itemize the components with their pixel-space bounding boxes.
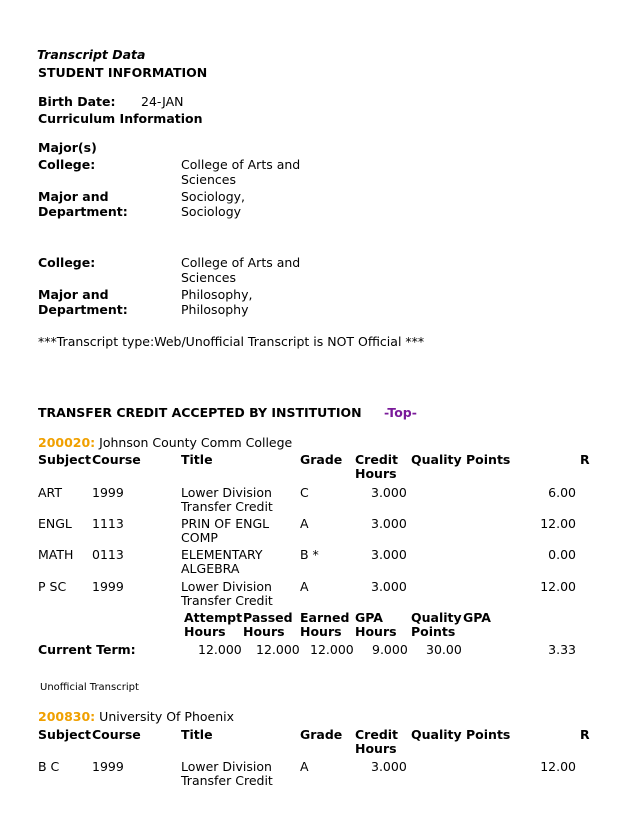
major-value: Sociology <box>181 204 242 219</box>
row-course: 1999 <box>92 579 124 594</box>
col-course: Course <box>92 452 141 467</box>
row-hours: 3.000 <box>371 516 407 531</box>
row-course: 1999 <box>92 759 124 774</box>
row-title: Lower Division <box>181 579 272 594</box>
major-value: Philosophy, <box>181 287 253 302</box>
row-hours: 3.000 <box>371 579 407 594</box>
term-header <box>38 709 234 724</box>
row-title: Lower Division <box>181 759 272 774</box>
student-info-heading: STUDENT INFORMATION <box>38 65 208 80</box>
totals-passed: Hours <box>243 624 285 639</box>
row-title: PRIN OF ENGL <box>181 516 270 531</box>
col-r: R <box>580 727 590 742</box>
col-title: Title <box>181 452 213 467</box>
col-title: Title <box>181 727 213 742</box>
current-term-label: Current Term: <box>38 642 136 657</box>
term-school: Johnson County Comm College <box>99 435 293 450</box>
curriculum-heading: Curriculum Information <box>38 111 203 126</box>
current-gpa-hours: 9.000 <box>372 642 408 657</box>
totals-gpa-hours: GPA <box>355 610 383 625</box>
col-quality: Quality Points <box>411 727 511 742</box>
top-link[interactable]: -Top- <box>384 405 417 420</box>
current-attempt: 12.000 <box>198 642 242 657</box>
unofficial-note: Unofficial Transcript <box>40 682 139 693</box>
row-points: 12.00 <box>540 579 576 594</box>
row-grade: A <box>300 759 309 774</box>
transcript-type: ***Transcript type:Web/Unofficial Transcript is NOT Official *** <box>38 334 425 349</box>
totals-passed: Passed <box>243 610 293 625</box>
row-points: 0.00 <box>548 547 576 562</box>
current-earned: 12.000 <box>310 642 354 657</box>
row-grade: C <box>300 485 309 500</box>
col-grade: Grade <box>300 452 343 467</box>
row-title: Transfer Credit <box>181 593 273 608</box>
row-title: ELEMENTARY <box>181 547 263 562</box>
totals-earned: Hours <box>300 624 342 639</box>
col-grade: Grade <box>300 727 343 742</box>
major-label: Major and <box>38 189 109 204</box>
totals-gpa-hours: Hours <box>355 624 397 639</box>
major-label: Department: <box>38 204 128 219</box>
row-grade: A <box>300 516 309 531</box>
col-credit: Credit <box>355 452 399 467</box>
college-value: Sciences <box>181 172 236 187</box>
term-school: University Of Phoenix <box>99 709 235 724</box>
totals-quality: Points <box>411 624 456 639</box>
birth-date-value: 24-JAN <box>141 94 184 109</box>
col-subject: Subject <box>38 727 91 742</box>
col-course: Course <box>92 727 141 742</box>
col-credit: Credit <box>355 727 399 742</box>
transfer-heading: TRANSFER CREDIT ACCEPTED BY INSTITUTION <box>38 405 362 420</box>
term-code: 200830: <box>38 709 96 724</box>
college-label: College: <box>38 157 96 172</box>
doc-title: Transcript Data <box>37 47 146 62</box>
birth-date-label: Birth Date: <box>38 94 116 109</box>
row-hours: 3.000 <box>371 485 407 500</box>
row-course: 1113 <box>92 516 124 531</box>
row-course: 1999 <box>92 485 124 500</box>
col-quality: Quality Points <box>411 452 511 467</box>
current-quality: 30.00 <box>426 642 462 657</box>
major-label: Major and <box>38 287 109 302</box>
majors-label: Major(s) <box>38 140 97 155</box>
totals-attempt: Hours <box>184 624 226 639</box>
current-gpa: 3.33 <box>548 642 576 657</box>
term-code: 200020: <box>38 435 96 450</box>
row-title: Lower Division <box>181 485 272 500</box>
major-value: Philosophy <box>181 302 249 317</box>
row-title: ALGEBRA <box>181 561 240 576</box>
college-label: College: <box>38 255 96 270</box>
row-points: 12.00 <box>540 759 576 774</box>
totals-quality: Quality <box>411 610 462 625</box>
row-hours: 3.000 <box>371 547 407 562</box>
col-r: R <box>580 452 590 467</box>
row-hours: 3.000 <box>371 759 407 774</box>
row-points: 12.00 <box>540 516 576 531</box>
col-hours: Hours <box>355 741 397 756</box>
college-value: Sciences <box>181 270 236 285</box>
row-points: 6.00 <box>548 485 576 500</box>
row-grade: A <box>300 579 309 594</box>
row-subject: P SC <box>38 579 67 594</box>
current-passed: 12.000 <box>256 642 300 657</box>
row-subject: B C <box>38 759 60 774</box>
college-value: College of Arts and <box>181 255 301 270</box>
row-subject: ENGL <box>38 516 72 531</box>
totals-earned: Earned <box>300 610 350 625</box>
major-value: Sociology, <box>181 189 246 204</box>
row-subject: ART <box>38 485 62 500</box>
row-title: Transfer Credit <box>181 499 273 514</box>
col-hours: Hours <box>355 466 397 481</box>
row-title: Transfer Credit <box>181 773 273 788</box>
row-title: COMP <box>181 530 218 545</box>
row-course: 0113 <box>92 547 124 562</box>
major-label: Department: <box>38 302 128 317</box>
college-value: College of Arts and <box>181 157 301 172</box>
row-grade: B * <box>300 547 319 562</box>
totals-attempt: Attempt <box>184 610 243 625</box>
term-header <box>38 435 292 450</box>
totals-gpa: GPA <box>463 610 491 625</box>
row-subject: MATH <box>38 547 74 562</box>
col-subject: Subject <box>38 452 91 467</box>
